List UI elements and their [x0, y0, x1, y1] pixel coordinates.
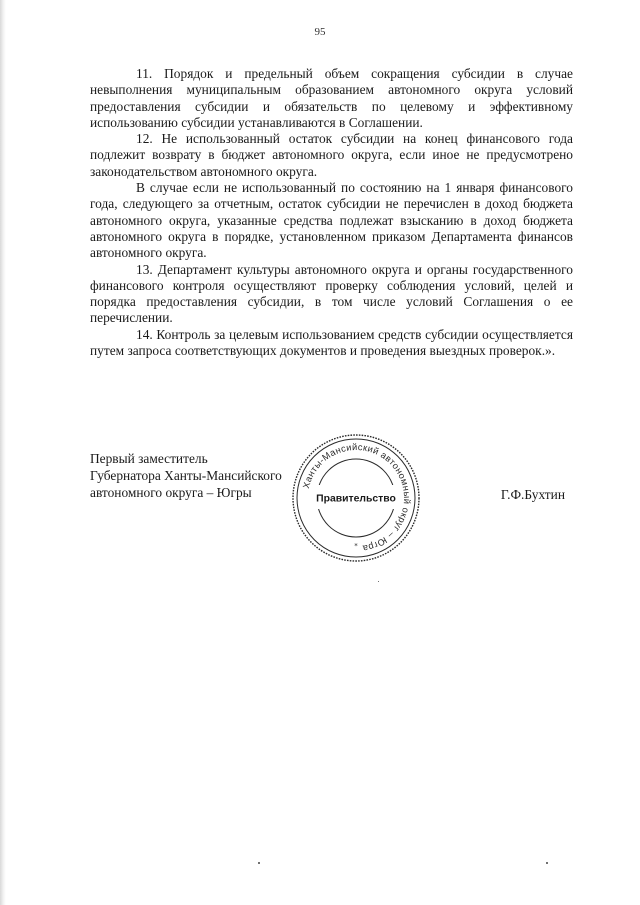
seal-center-text: Правительство	[316, 493, 396, 505]
scan-edge	[0, 0, 6, 905]
paragraph-12: 12. Не использованный остаток субсидии на конец финансового года подлежит возврату в бюджет автономного округа, если иное не предусмотрено законодательством автономного округа.	[90, 131, 573, 179]
scan-speck	[546, 862, 548, 864]
signer-name: Г.Ф.Бухтин	[500, 487, 565, 502]
document-body	[90, 66, 573, 359]
seal-ring-text: Ханты-Мансийский автономный округ – Югра	[300, 441, 413, 554]
official-seal	[290, 432, 422, 564]
seal-star-icon: *	[354, 542, 358, 550]
signer-position-line: автономного округа – Югры	[90, 485, 252, 500]
paragraph-14: 14. Контроль за целевым использованием средств субсидии осуществляется путем запроса соответствующих документов и проведения выездных проверок.».	[90, 326, 573, 359]
scan-speck	[258, 862, 260, 864]
page-number: 95	[314, 26, 326, 38]
paragraph-13: 13. Департамент культуры автономного округа и органы государственного финансового контроля осуществляют проверку соблюдения условий, целей и порядка предоставления субсидии, в том числе условий Соглашения о ее перечислении.	[90, 261, 573, 326]
signer-position-line: Губернатора Ханты-Мансийского	[90, 468, 282, 483]
signer-position	[90, 450, 310, 501]
signer-position-line: Первый заместитель	[90, 451, 208, 466]
paragraph-11: 11. Порядок и предельный объем сокращения субсидии в случае невыполнения муниципальным образованием автономного округа условий предоставления субсидии и обязательств по целевому и эффективному использованию субсидии устанавливаются в Соглашении.	[90, 66, 573, 130]
scan-speck	[378, 581, 379, 582]
paragraph-12-continued: В случае если не использованный по состоянию на 1 января финансового года, следующего за отчетным, остаток субсидии не перечислен в доход бюджета автономного округа, указанные средства подлежат взысканию в доход бюджета автономного округа в порядке, установленном приказом Департамента финансов автономного округа.	[90, 180, 573, 261]
